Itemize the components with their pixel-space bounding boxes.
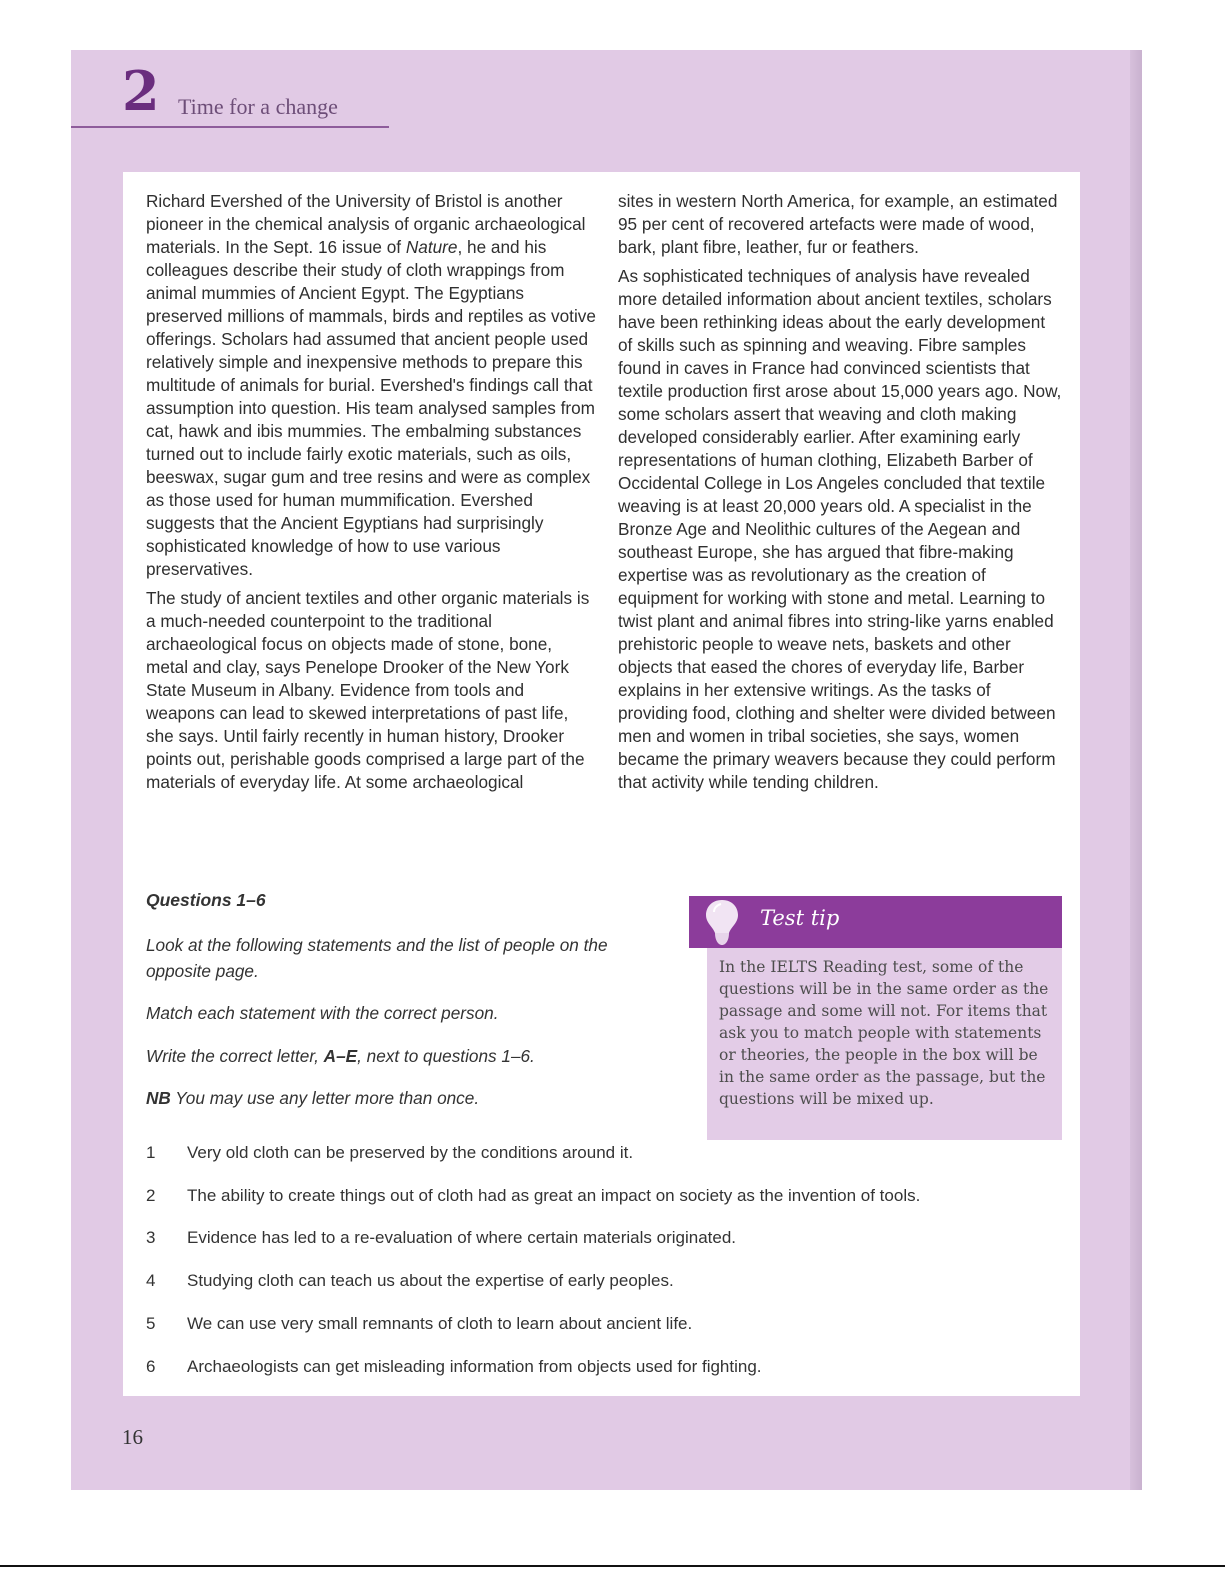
test-tip-header: [689, 896, 1062, 948]
question-text: Evidence has led to a re-evaluation of where certain materials originated.: [187, 1228, 737, 1247]
instruction-text: Look at the following statements and the list of people on the opposite page.: [146, 935, 608, 981]
passage-paragraph: sites in western North America, for example, an estimated 95 per cent of recovered artefacts were made of wood, bark, plant fibre, leather, fur or feathers.: [618, 191, 1058, 257]
journal-name: Nature: [405, 237, 458, 257]
question-number: 4: [146, 1271, 156, 1290]
bottom-border: [0, 1565, 1225, 1567]
question-number: 6: [146, 1357, 156, 1376]
question-text: Archaeologists can get misleading information from objects used for fighting.: [187, 1357, 762, 1376]
instruction-text: Match each statement with the correct person.: [146, 1003, 499, 1023]
question-number: 1: [146, 1143, 156, 1162]
chapter-title: Time for a change: [178, 94, 338, 119]
lightbulb-icon: [702, 898, 742, 948]
header-divider: [71, 126, 389, 128]
instruction-part: , next to questions 1–6.: [357, 1046, 535, 1066]
nb-label: NB: [146, 1088, 171, 1108]
passage-paragraph: As sophisticated techniques of analysis have revealed more detailed information about ancient textiles, scholars have been rethinking ideas about the early development of skills such as spinning and weaving. Fibre samples found in caves in France had convinced scientists that textile production first arose about 15,000 years ago. Now, some scholars assert that weaving and cloth making developed considerably earlier. After examining early representations of human clothing, Elizabeth Barber of Occidental College in Los Angeles concluded that textile weaving is at least 20,000 years old. A specialist in the Bronze Age and Neolithic cultures of the Aegean and southeast Europe, she has argued that fibre-making expertise was as revolutionary as the creation of equipment for working with stone and metal. Learning to twist plant and animal fibres into string-like yarns enabled prehistoric people to weave nets, baskets and other objects that eased the chores of everyday life, Barber explains in her extensive writings. As the tasks of providing food, clothing and shelter were divided between men and women in tribal societies, she says, women became the primary weavers because they could perform that activity while tending children.: [618, 266, 1062, 792]
instruction-text: [146, 1085, 676, 1111]
passage-left-column: [146, 190, 596, 800]
paragraph-text: , he and his colleagues describe their study of cloth wrappings from animal mummies of Ancient Egypt. The Egyptians preserved millions of mammals, birds and reptiles as votive offerings. Scholars had assumed that ancient people used relatively simple and inexpensive methods to prepare this multitude of animals for burial. Evershed's findings call that assumption into question. His team analysed samples from cat, hawk and ibis mummies. The embalming substances turned out to include fairly exotic materials, such as oils, beeswax, sugar gum and tree resins and were as complex as those used for human mummification. Evershed suggests that the Ancient Egyptians had surprisingly sophisticated knowledge of how to use various preservatives.: [146, 237, 596, 579]
page-number: 16: [122, 1425, 143, 1449]
question-text: Very old cloth can be preserved by the conditions around it.: [187, 1143, 634, 1162]
question-number: 3: [146, 1228, 156, 1247]
question-number: 5: [146, 1314, 156, 1333]
passage-paragraph: [146, 190, 596, 581]
instruction-letters: A–E: [323, 1046, 358, 1066]
question-text: We can use very small remnants of cloth to learn about ancient life.: [187, 1314, 693, 1333]
passage-paragraph: The study of ancient textiles and other organic materials is a much-needed counterpoint to the traditional archaeological focus on objects made of stone, bone, metal and clay, says Penelope Drooker of the New York State Museum in Albany. Evidence from tools and weapons can lead to skewed interpretations of past life, she says. Until fairly recently in human history, Drooker points out, perishable goods comprised a large part of the materials of everyday life. At some archaeological: [146, 588, 590, 792]
chapter-number: 2: [122, 59, 160, 123]
question-text: Studying cloth can teach us about the expertise of early peoples.: [187, 1271, 674, 1290]
paragraph-text: Richard Evershed of the University of Bristol is another pioneer in the chemical analysis of organic archaeological materials. In the Sept. 16 issue of: [146, 191, 586, 257]
question-text: The ability to create things out of cloth had as great an impact on society as the invention of tools.: [187, 1186, 921, 1205]
question-number: 2: [146, 1186, 156, 1205]
test-tip-title: Test tip: [760, 906, 840, 930]
questions-heading: Questions 1–6: [146, 890, 266, 910]
test-tip-text: In the IELTS Reading test, some of the questions will be in the same order as the passage and some will not. For items that ask you to match people with statements or theories, the people in the box will be in the same order as the passage, but the questions will be mixed up.: [719, 958, 1049, 1108]
instruction-text: [146, 1043, 676, 1069]
passage-right-column: [618, 190, 1063, 800]
instruction-part: Write the correct letter,: [146, 1046, 324, 1066]
page-edge-shadow: [1130, 50, 1142, 1490]
instruction-part: You may use any letter more than once.: [170, 1088, 480, 1108]
